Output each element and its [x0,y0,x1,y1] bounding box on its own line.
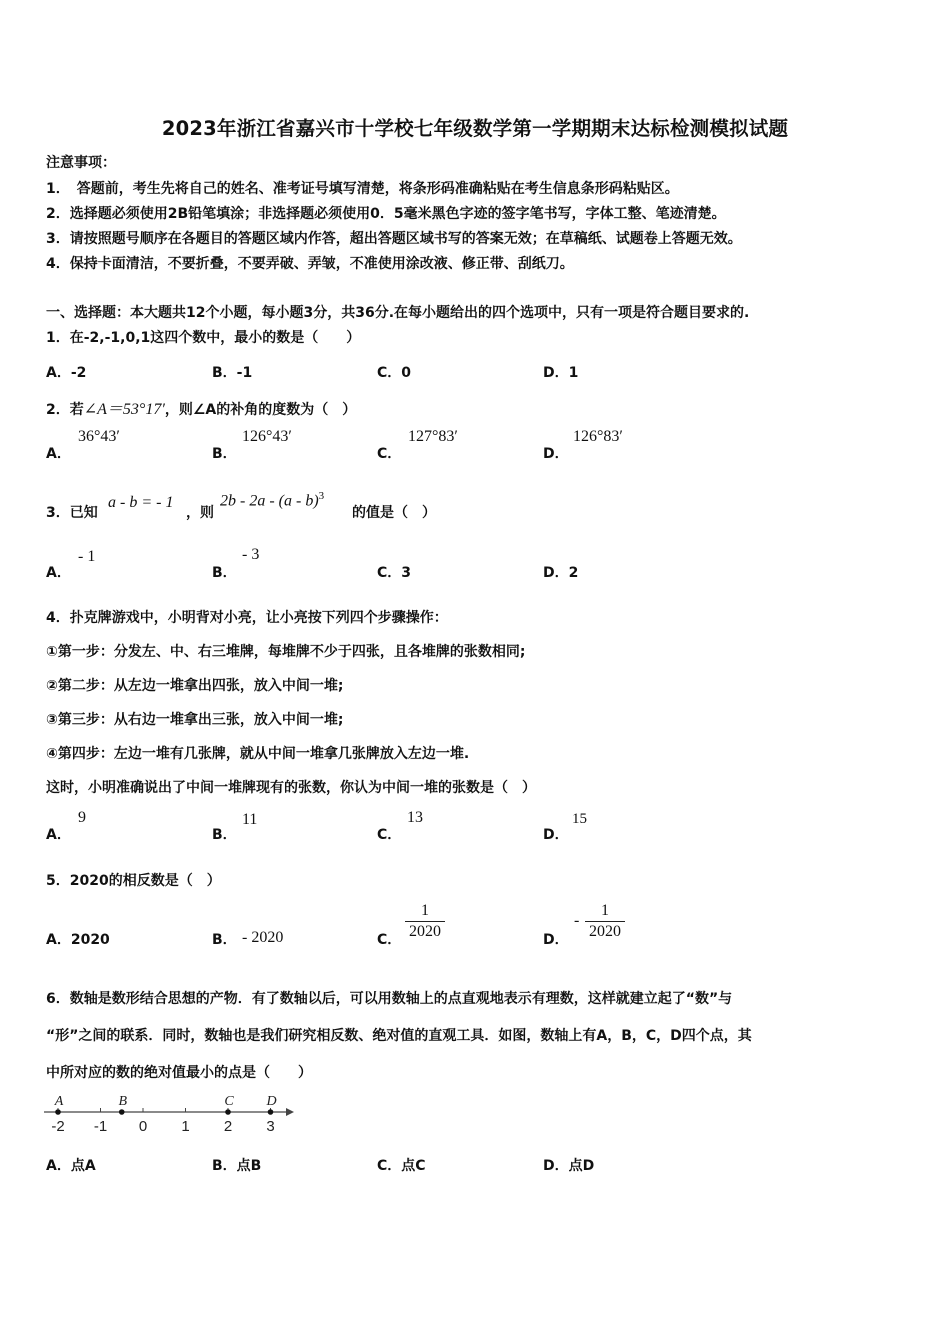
q2-value-c: 127°83′ [408,428,458,445]
q5-label-c: C． [377,932,402,948]
q4-step-1: ①第一步：分发左、中、右三堆牌，每堆牌不少于四张，且各堆牌的张数相同; [46,644,526,660]
q5-fraction-c [405,902,445,941]
q3-stem-mid: ，则 [186,505,214,521]
q3-option-d: D．2 [543,565,579,581]
q4-question: 这时，小明准确说出了中间一堆牌现有的张数，你认为中间一堆的张数是（ ） [46,780,536,796]
q6-line-2: “形”之间的联系．同时，数轴也是我们研究相反数、绝对值的直观工具．如图，数轴上有A，B，C，D四个点，其 [46,1028,752,1044]
q4-label-a: A． [46,827,71,843]
number-line-point-label-d: D [266,1094,277,1109]
q2-label-d: D． [543,446,569,462]
q2-label-a: A． [46,446,71,462]
q5-value-d-sign: - [574,912,580,929]
number-line-tick-label: 3 [266,1118,275,1135]
q4-step-2: ②第二步：从左边一堆拿出四张，放入中间一堆; [46,678,344,694]
q6-option-c: C．点C [377,1158,426,1174]
q3-expression-exponent: 3 [318,490,325,502]
number-line-point-label-b: B [118,1094,128,1109]
q3-value-b: - 3 [242,546,260,563]
q6-option-d: D．点D [543,1158,595,1174]
number-line-point-d [268,1109,274,1115]
number-line [44,1088,300,1136]
number-line-point-b [119,1109,125,1115]
q1-stem: 1．在-2,-1,0,1这四个数中，最小的数是（ ） [46,330,361,346]
notice-item-4: 4．保持卡面清洁，不要折叠，不要弄破、弄皱，不准使用涂改液、修正带、刮纸刀。 [46,256,574,272]
number-line-point-a [55,1109,61,1115]
q1-option-b: B．-1 [212,365,253,381]
q6-line-3: 中所对应的数的绝对值最小的点是（ ） [46,1065,312,1081]
notice-item-2: 2．选择题必须使用2B铅笔填涂；非选择题必须使用0．5毫米黑色字迹的签字笔书写，字体工整、笔迹清楚。 [46,206,726,222]
q2-stem-post: ，则∠A的补角的度数为（ ） [164,402,357,418]
q4-label-b: B． [212,827,237,843]
number-line-tick-label: 1 [181,1118,190,1135]
q6-option-a: A．点A [46,1158,96,1174]
q3-option-c: C．3 [377,565,412,581]
section-heading: 一、选择题：本大题共12个小题，每小题3分，共36分.在每小题给出的四个选项中，只有一项是符合题目要求的. [46,305,750,321]
q4-stem: 4．扑克牌游戏中，小明背对小亮，让小亮按下列四个步骤操作： [46,610,448,626]
q6-option-b: B．点B [212,1158,262,1174]
q3-expression-base: 2b - 2a - (a - b) [220,492,319,510]
q3-value-a: - 1 [78,548,96,565]
q2-label-c: C． [377,446,402,462]
q5-fraction-c-denominator: 2020 [405,921,445,941]
q6-line-1: 6．数轴是数形结合思想的产物．有了数轴以后，可以用数轴上的点直观地表示有理数，这样就建立起了“数”与 [46,991,733,1007]
notice-item-1: 1． 答题前，考生先将自己的姓名、准考证号填写清楚，将条形码准确粘贴在考生信息条形码粘贴区。 [46,181,679,197]
q2-value-d: 126°83′ [573,428,623,445]
q5-value-c [405,902,445,941]
q2-value-a: 36°43′ [78,428,120,445]
q5-stem: 5．2020的相反数是（ ） [46,873,221,889]
q5-label-d: D． [543,932,569,948]
notice-item-3: 3．请按照题号顺序在各题目的答题区域内作答，超出答题区域书写的答案无效；在草稿纸、试题卷上答题无效。 [46,231,742,247]
q5-value-b: - 2020 [242,929,284,946]
number-line-arrow [286,1108,294,1116]
q2-stem [46,396,356,419]
q5-fraction-d-denominator: 2020 [585,921,625,941]
q3-stem-pre: 3．已知 [46,505,98,521]
number-line-point-label-a: A [54,1094,64,1109]
notice-heading: 注意事项： [46,155,116,171]
q4-label-c: C． [377,827,402,843]
number-line-point-label-c: C [224,1094,234,1109]
page-title: 2023年浙江省嘉兴市十学校七年级数学第一学期期末达标检测模拟试题 [161,117,789,140]
q5-fraction-c-numerator: 1 [421,902,429,919]
q5-fraction-d-numerator: 1 [601,902,609,919]
q1-option-a: A．-2 [46,365,87,381]
q4-label-d: D． [543,827,569,843]
number-line-tick-label: 0 [138,1118,148,1135]
q3-label-a: A． [46,565,71,581]
number-line-tick-label: 2 [223,1118,233,1135]
q2-value-b: 126°43′ [242,428,292,445]
q4-step-4: ④第四步：左边一堆有几张牌，就从中间一堆拿几张牌放入左边一堆. [46,746,470,762]
q5-fraction-d [585,902,625,941]
q1-option-d: D．1 [543,365,579,381]
q4-value-b: 11 [242,811,258,828]
q3-condition: a - b = - 1 [108,494,174,511]
q5-option-a: A．2020 [46,932,110,948]
q2-stem-math: ∠A＝53°17′ [83,401,165,418]
q5-label-b: B． [212,932,237,948]
q3-label-b: B． [212,565,237,581]
q2-label-b: B． [212,446,237,462]
q4-value-a: 9 [78,809,86,826]
q1-option-c: C．0 [377,365,412,381]
q5-value-d [585,902,625,941]
number-line-point-c [225,1109,231,1115]
number-line-tick-label: -1 [93,1118,108,1135]
number-line-tick-label: -2 [51,1118,65,1135]
q4-value-c: 13 [407,809,423,826]
q4-step-3: ③第三步：从右边一堆拿出三张，放入中间一堆; [46,712,344,728]
q3-expression [220,490,324,510]
q3-stem-post: 的值是（ ） [352,505,436,521]
q2-stem-pre: 2．若 [46,402,84,418]
q4-value-d: 15 [572,811,587,827]
